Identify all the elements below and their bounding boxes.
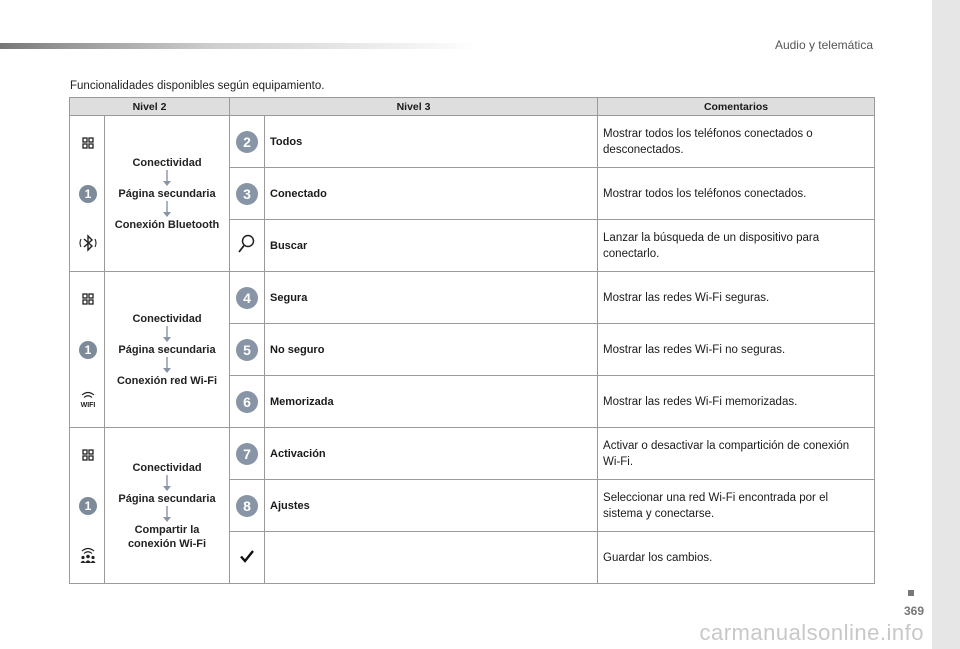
page-edge-sidebar [932,0,960,649]
flow-step: Conectividad [132,461,202,474]
level2-icons-cell [70,428,105,584]
bluetooth-icon [78,233,98,253]
level3-icon-cell [230,168,265,220]
search-icon [237,233,257,255]
top-gradient-bar [0,43,480,49]
arrow-down-icon [162,475,172,492]
flow-step: Conexión Bluetooth [114,218,220,231]
header-nivel-3: Nivel 3 [230,98,598,116]
number-badge: 8 [236,495,258,517]
number-badge: 2 [236,131,258,153]
level3-icon-cell [230,220,265,272]
level3-label: Ajustes [265,480,598,532]
flow-step: Conectividad [132,156,202,169]
number-badge: 6 [236,391,258,413]
comment: Mostrar todos los teléfonos conectados. [598,168,875,220]
level3-icon-cell [230,532,265,584]
table-header-row [70,98,875,116]
table-row [70,272,875,324]
level2-icons-cell [70,272,105,428]
page-number: 369 [903,604,924,618]
header-nivel-2: Nivel 2 [70,98,230,116]
comment: Lanzar la búsqueda de un dispositivo para conectarlo. [598,220,875,272]
svg-text:WIFI: WIFI [80,402,96,409]
level3-label: Todos [265,116,598,168]
level3-label: Memorizada [265,376,598,428]
comment: Seleccionar una red Wi-Fi encontrada por el sistema y conectarse. [598,480,875,532]
flow-step: Página secundaria [118,343,216,356]
table-row [70,428,875,480]
comment: Mostrar las redes Wi-Fi memorizadas. [598,376,875,428]
comment: Mostrar todos los teléfonos conectados o desconectados. [598,116,875,168]
flow-step: Conectividad [132,312,202,325]
level2-flow [105,428,230,584]
grid-icon [78,289,98,309]
number-badge: 7 [236,443,258,465]
step-badge: 1 [79,497,97,515]
arrow-down-icon [162,326,172,343]
level3-icon-cell [230,480,265,532]
level3-label: Buscar [265,220,598,272]
page-marker [908,590,914,596]
section-title: Audio y telemática [774,38,873,52]
comment: Mostrar las redes Wi-Fi no seguras. [598,324,875,376]
flow-step: Compartir la conexión Wi-Fi [127,523,207,550]
comment: Activar o desactivar la compartición de conexión Wi-Fi. [598,428,875,480]
level2-flow [105,116,230,272]
level2-icons-cell [70,116,105,272]
table-row [70,116,875,168]
level3-icon-cell [230,428,265,480]
level3-label: Segura [265,272,598,324]
wifi-icon [78,389,98,409]
number-badge: 5 [236,339,258,361]
arrow-down-icon [162,201,172,218]
arrow-down-icon [162,506,172,523]
level2-flow [105,272,230,428]
step-badge: 1 [79,341,97,359]
flow-step: Página secundaria [118,187,216,200]
step-badge: 1 [79,185,97,203]
level3-icon-cell [230,376,265,428]
grid-icon [78,445,98,465]
grid-icon [78,133,98,153]
features-table [69,97,875,584]
arrow-down-icon [162,357,172,374]
level3-label: Conectado [265,168,598,220]
arrow-down-icon [162,170,172,187]
level3-icon-cell [230,272,265,324]
intro-text: Funcionalidades disponibles según equipamiento. [70,80,325,92]
comment: Mostrar las redes Wi-Fi seguras. [598,272,875,324]
level3-label [265,532,598,584]
flow-step: Conexión red Wi-Fi [116,374,218,387]
number-badge: 4 [236,287,258,309]
level3-icon-cell [230,116,265,168]
level3-label: No seguro [265,324,598,376]
level3-label: Activación [265,428,598,480]
share-connection-icon [78,545,98,565]
level3-icon-cell [230,324,265,376]
comment: Guardar los cambios. [598,532,875,584]
check-icon [240,549,254,563]
watermark: carmanualsonline.info [699,620,924,645]
header-comentarios: Comentarios [598,98,875,116]
flow-step: Página secundaria [118,492,216,505]
number-badge: 3 [236,183,258,205]
